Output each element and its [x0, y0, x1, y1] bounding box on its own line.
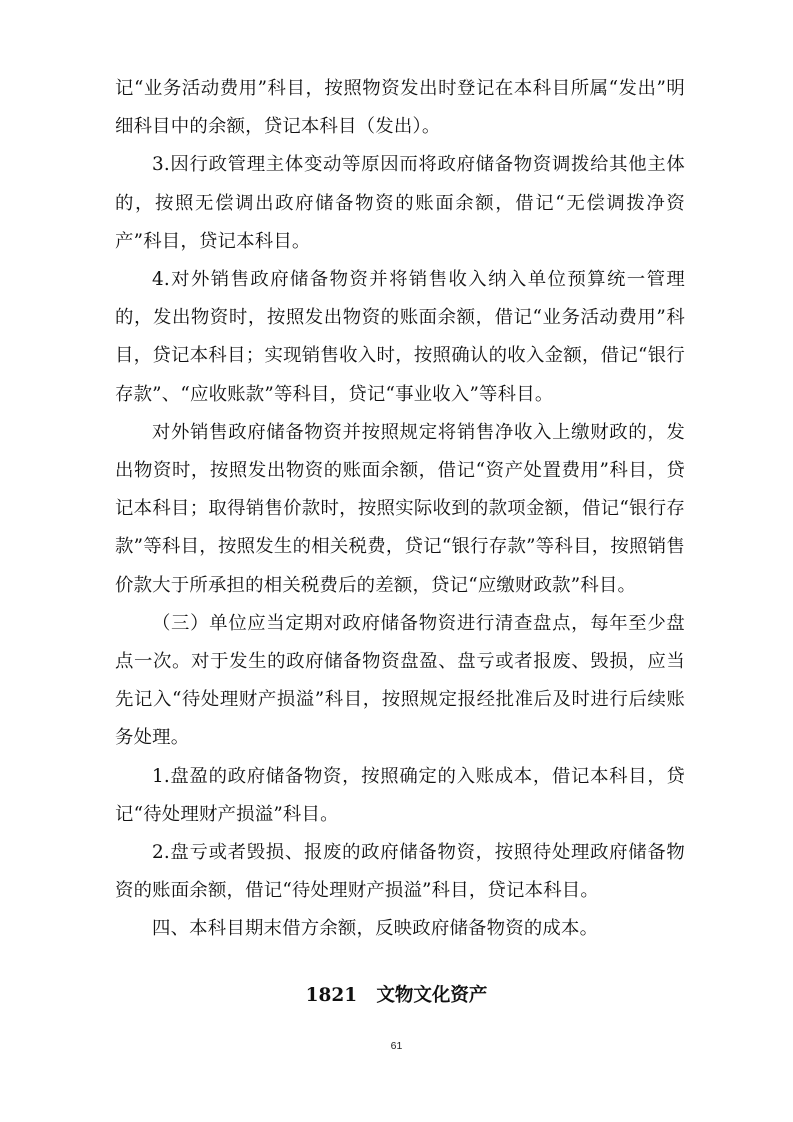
- paragraph-section-3: （三）单位应当定期对政府储备物资进行清查盘点，每年至少盘点一次。对于发生的政府储备物资盘盈、盘亏或者报废、毁损，应当先记入“待处理财产损溢”科目，按照规定报经批准后及时进行后续账务处理。: [115, 612, 685, 749]
- paragraph-item-3: 3.因行政管理主体变动等原因而将政府储备物资调拨给其他主体的，按照无偿调出政府储备物资的账面余额，借记“无偿调拨净资产”科目，贷记本科目。: [115, 154, 685, 252]
- paragraph-section-4: 四、本科目期末借方余额，反映政府储备物资的成本。: [152, 918, 599, 940]
- body-text: [115, 70, 685, 949]
- paragraph-surplus: 1.盘盈的政府储备物资，按照确定的入账成本，借记本科目，贷记“待处理财产损溢”科目。: [115, 765, 685, 825]
- paragraph-continuation: 记“业务活动费用”科目，按照物资发出时登记在本科目所属“发出”明细科目中的余额，贷记本科目（发出）。: [115, 78, 685, 138]
- paragraph-sale-remit: 对外销售政府储备物资并按照规定将销售净收入上缴财政的，发出物资时，按照发出物资的账面余额，借记“资产处置费用”科目，贷记本科目；取得销售价款时，按照实际收到的款项金额，借记“银行存款”等科目，按照发生的相关税费，贷记“银行存款”等科目，按照销售价款大于所承担的相关税费后的差额，贷记“应缴财政款”科目。: [115, 421, 685, 596]
- section-title: 1821 文物文化资产: [305, 985, 488, 1006]
- page-number: 61: [390, 1040, 403, 1052]
- paragraph-item-4: 4.对外销售政府储备物资并将销售收入纳入单位预算统一管理的，发出物资时，按照发出物资的账面余额，借记“业务活动费用”科目，贷记本科目；实现销售收入时，按照确认的收入金额，借记“银行存款”、“应收账款”等科目，贷记“事业收入”等科目。: [115, 269, 685, 405]
- paragraph-deficit: 2.盘亏或者毁损、报废的政府储备物资，按照待处理政府储备物资的账面余额，借记“待处理财产损溢”科目，贷记本科目。: [115, 842, 685, 902]
